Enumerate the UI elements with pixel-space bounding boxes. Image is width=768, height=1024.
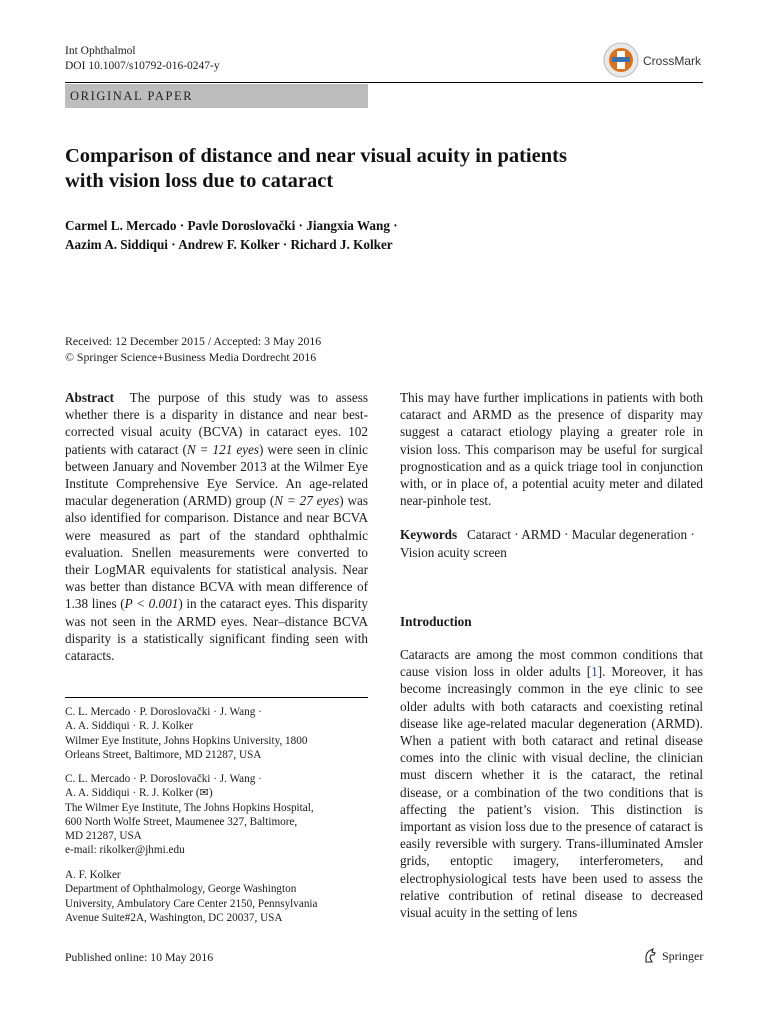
springer-horse-icon [643,948,657,964]
affiliation-line: Avenue Suite#2A, Washington, DC 20037, USA [65,911,283,924]
publisher-logo [643,948,703,964]
abstract-text-3: ) was also identified for comparison. Distance and near BCVA were measured as part of the standard ophthalmic evaluation. Snellen measurements were converted to their LogMAR equivalents for statistical analysis. Near was better than distance BCVA with mean difference of 1.38 lines ( [65,493,369,612]
crossmark-label: CrossMark [643,54,702,68]
title-line-2: with vision loss due to cataract [65,170,334,192]
affiliation-line: C. L. Mercado · P. Doroslovački · J. Wang · [65,773,262,785]
introduction-heading: Introduction [400,613,472,629]
publisher-name: Springer [662,948,704,963]
publication-dates [65,333,321,365]
copyright: © Springer Science+Business Media Dordrecht 2016 [65,350,317,364]
email-link[interactable]: e-mail: rikolker@jhmi.edu [65,844,185,857]
journal-name: Int Ophthalmol [65,45,136,57]
abstract-text-1: The purpose of this study was to assess whether there is a disparity in distance and near best-corrected visual acuity (BCVA) in cataract eyes. 102 patients with cataract ( [65,390,369,457]
right-column [400,389,703,921]
affiliation-line: Orleans Street, Baltimore, MD 21287, USA [65,748,262,761]
abstract-column [65,389,368,664]
abstract-text-4: ) in the cataract eyes. This disparity was not seen in the ARMD eyes. Near–distance BCVA disparity is a statistically significant finding seen with cataracts. [65,596,368,664]
affiliation-line: C. L. Mercado · P. Doroslovački · J. Wang · [65,706,262,718]
crossmark-icon [603,42,639,78]
abstract-n1: N = 121 eyes [186,441,260,457]
affiliation-line: A. F. Kolker [65,869,121,881]
affiliation-line: MD 21287, USA [65,830,142,843]
keywords-heading: Keywords [400,527,458,543]
intro-text-1: Cataracts are among the most common conditions that cause vision loss in older adults [ [400,647,703,680]
affiliation-line: A. A. Siddiqui · R. J. Kolker (✉) [65,787,213,800]
header-rule [65,82,703,83]
authors-line-1: Carmel L. Mercado · Pavle Doroslovački · Jiangxia Wang · [65,218,398,233]
received-accepted: Received: 12 December 2015 / Accepted: 3 May 2016 [65,334,322,348]
doi[interactable]: DOI 10.1007/s10792-016-0247-y [65,60,220,72]
abstract-pvalue: P < 0.001 [124,596,179,612]
crossmark-badge[interactable] [603,42,713,80]
affiliation-3 [65,868,368,925]
author-list [65,216,685,254]
abstract-heading: Abstract [65,390,115,405]
keywords-text: Cataract · ARMD · Macular degeneration · Vision acuity screen [400,527,695,560]
intro-text-2: ]. Moreover, it has become increasingly common in the eye clinic to see older adults with both cataracts and coexisting retinal disease like age-related macular degeneration (ARMD). When a patient with both cataract and retinal disease comes into the clinic with visual decline, the clinician must discern whether it is the cataract, the retinal disease, or a combination of the two conditions that is affecting the patient’s vision. This distinction is important as vision loss due to the presence of cataract is easily reversible with surgery. Trans-illuminated Amsler grids, entoptic imagery, interferometers, and electrophysiological tests have been used to assess the relative contribution of retinal disease to decreased visual acuity in the setting of lens [400,664,703,921]
abstract-n2: N = 27 eyes [274,493,340,509]
abstract-paragraph [65,389,368,664]
affiliation-1 [65,705,368,762]
affiliation-2 [65,772,368,858]
affiliation-line: Department of Ophthalmology, George Washington [65,883,297,896]
section-banner: ORIGINAL PAPER [65,84,368,108]
keywords-paragraph [400,526,703,560]
abstract-text-2: ) were seen in clinic between January and November 2013 at the Wilmer Eye Institute Comprehensive Eye Service. An age-related macular degeneration (ARMD) group ( [65,441,369,509]
citation-link[interactable]: 1 [591,664,598,680]
abstract-continuation: This may have further implications in patients with both cataract and ARMD as the presence of disparity may suggest a cataract etiology playing a greater role in vision loss. This comparison may be useful for surgical prognostication and as a quick triage tool in conjunction with, or in place of, a potential acuity meter and dilated near-pinhole test. [400,390,703,509]
footnote-rule [65,697,368,698]
introduction-paragraph [400,646,703,921]
published-online: Published online: 10 May 2016 [65,950,214,964]
authors-line-2: Aazim A. Siddiqui · Andrew F. Kolker · Richard J. Kolker [65,237,393,252]
affiliation-line: A. A. Siddiqui · R. J. Kolker [65,720,194,733]
affiliation-line: 600 North Wolfe Street, Maumenee 327, Baltimore, [65,815,298,828]
title-line-1: Comparison of distance and near visual acuity in patients [65,145,567,167]
affiliation-line: University, Ambulatory Care Center 2150, Pennsylvania [65,897,318,910]
article-title [65,144,665,194]
affiliation-line: Wilmer Eye Institute, Johns Hopkins University, 1800 [65,734,308,747]
affiliation-line: The Wilmer Eye Institute, The Johns Hopkins Hospital, [65,801,314,814]
